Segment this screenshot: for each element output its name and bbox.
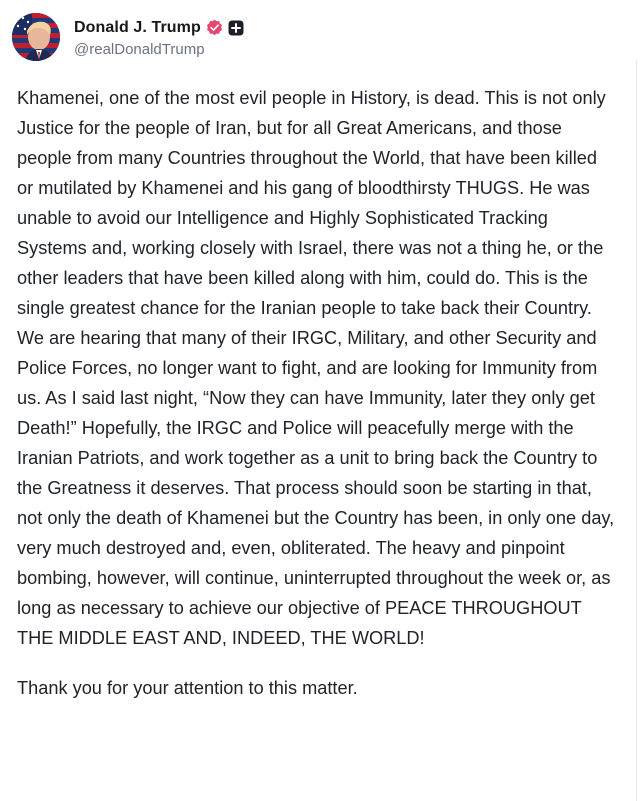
post-header bbox=[12, 7, 244, 67]
divider bbox=[636, 60, 637, 801]
avatar[interactable] bbox=[12, 13, 60, 61]
post-paragraph: Thank you for your attention to this matter. bbox=[17, 678, 358, 698]
author-name-row bbox=[74, 17, 244, 39]
author-display-name[interactable]: Donald J. Trump bbox=[74, 18, 201, 36]
author-handle[interactable]: @realDonaldTrump bbox=[74, 40, 205, 58]
truth-plus-icon bbox=[228, 20, 244, 36]
post-paragraph: Khamenei, one of the most evil people in History, is dead. This is not only Justice for the people of Iran, but for all Great Americans, and those people from many Countries throughout the World, that have been killed or mutilated by Khamenei and his gang of bloodthirsty THUGS. He was unable to avoid our Intelligence and Highly Sophisticated Tracking Systems and, working closely with Israel, there was not a thing he, or the other leaders that have been killed along with him, could do. This is the single greatest chance for the Iranian people to take back their Country. We are hearing that many of their IRGC, Military, and other Security and Police Forces, no longer want to fight, and are looking for Immunity from us. As I said last night, “Now they can have Immunity, later they only get Death!” Hopefully, the IRGC and Police will peacefully merge with the Iranian Patriots, and work together as a unit to bring back the Country to the Greatness it deserves. That process should soon be starting in that, not only the death of Khamenei but the Country has been, in only one day, very much destroyed and, even, obliterated. The heavy and pinpoint bombing, however, will continue, uninterrupted throughout the week or, as long as necessary to achieve our objective of PEACE THROUGHOUT THE MIDDLE EAST AND, INDEED, THE WORLD! bbox=[17, 88, 615, 648]
verified-badge-icon bbox=[206, 19, 223, 36]
avatar-flag-portrait-icon bbox=[12, 13, 60, 61]
post-body bbox=[17, 83, 617, 703]
author-identity bbox=[74, 17, 244, 58]
